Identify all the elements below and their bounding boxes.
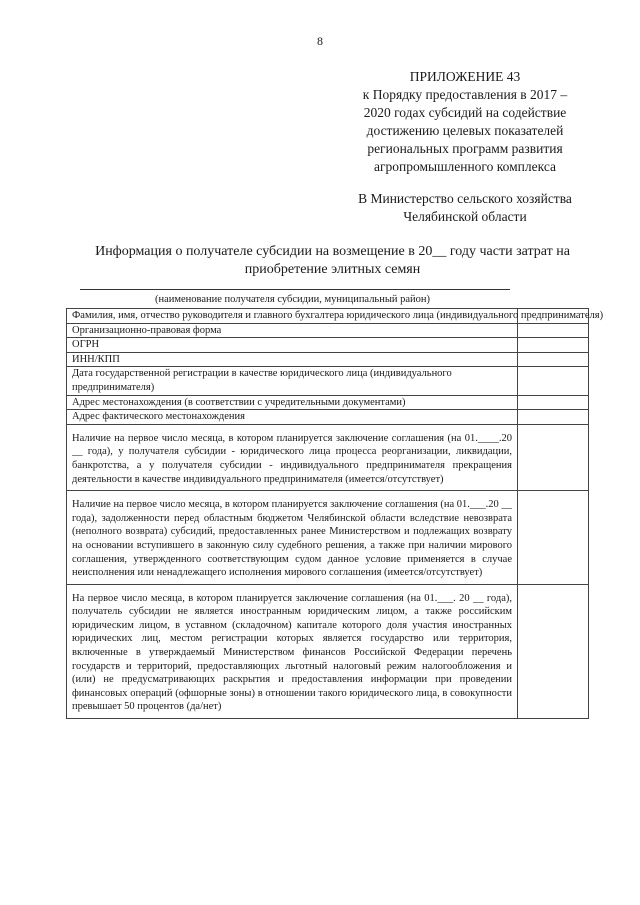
table-row: [67, 352, 589, 367]
recipient-name-line: [80, 289, 510, 290]
row-label: Фамилия, имя, отчество руководителя и главного бухгалтера юридического лица (индивидуального предпринимателя): [67, 309, 518, 324]
table-row: [67, 309, 589, 324]
appendix-block: [330, 68, 600, 176]
addressee-line-1: В Министерство сельского хозяйства: [358, 191, 572, 206]
appendix-heading: ПРИЛОЖЕНИЕ 43: [409, 69, 521, 84]
page-number: 8: [317, 34, 323, 48]
row-label: На первое число месяца, в котором планируется заключение соглашения (на 01.___. 20 __ года), получатель субсидии не является иностранным юридическим лицом, а также российским юридическим лицом, в уставном (складочном) капитале которого доля участия иностранных юридических лиц, местом регистрации которых является государство или территория, включенные в утверждаемый Министерством финансов Российской Федерации перечень государств и территорий, предоставляющих льготный налоговый режим налогообложения и (или) не предусматривающих раскрытия и предоставления информации при проведении финансовых операций (офшорные зоны) в отношении такого юридического лица, в совокупности превышает 50 процентов (да/нет): [67, 584, 518, 718]
row-label: ОГРН: [67, 338, 518, 353]
table-row: [67, 410, 589, 425]
appendix-line: агропромышленного комплекса: [374, 159, 556, 174]
table-row: [67, 323, 589, 338]
row-label: ИНН/КПП: [67, 352, 518, 367]
appendix-line: достижению целевых показателей: [366, 123, 564, 138]
table-row: [67, 584, 589, 718]
table-row: [67, 395, 589, 410]
row-value-cell: [518, 323, 589, 338]
row-label: Наличие на первое число месяца, в котором планируется заключение соглашения (на 01.____.20 __ года), у получателя субсидии - юридического лица процесса реорганизации, ликвидации, банкротства, а у получателя субсидии - индивидуального предпринимателя прекращения деятельности в качестве индивидуального предпринимателя (имеется/отсутствует): [67, 424, 518, 490]
document-title: Информация о получателе субсидии на возмещение в 20__ году части затрат на приобретение элитных семян: [95, 244, 570, 277]
row-label: Адрес фактического местонахождения: [67, 410, 518, 425]
table-row: [67, 491, 589, 585]
appendix-line: 2020 годах субсидий на содействие: [363, 105, 567, 120]
row-value-cell: [518, 367, 589, 395]
recipient-info-table: [66, 308, 604, 719]
appendix-line: региональных программ развития: [367, 141, 563, 156]
row-label: Дата государственной регистрации в качестве юридического лица (индивидуального предпринимателя): [67, 367, 518, 395]
row-value-cell: [518, 338, 589, 353]
recipient-caption: (наименование получателя субсидии, муниципальный район): [154, 294, 431, 305]
appendix-line: к Порядку предоставления в 2017 –: [362, 87, 568, 102]
row-label: Организационно-правовая форма: [67, 323, 518, 338]
addressee-block: [330, 190, 600, 226]
row-value-cell: [518, 352, 589, 367]
row-label: Наличие на первое число месяца, в котором планируется заключение соглашения (на 01.___.20 __ года), задолженности перед областным бюджетом Челябинской области вследствие невозврата (неполного возврата) субсидий, предоставленных ранее Министерством и подлежащих возврату на основании вступившего в законную силу судебного решения, а также при наличии мирового соглашения, утвержденного соответствующим судом данное условие применяется в случае неисполнения или ненадлежащего исполнения мирового соглашения (имеется/отсутствует): [67, 491, 518, 585]
row-value-cell: [518, 584, 589, 718]
row-value-cell: [518, 491, 589, 585]
table-row: [67, 338, 589, 353]
row-value-cell: [518, 410, 589, 425]
table-row: [67, 424, 589, 490]
table-row: [67, 367, 589, 395]
addressee-line-2: Челябинской области: [403, 209, 527, 224]
row-value-cell: [518, 395, 589, 410]
row-value-cell: [518, 424, 589, 490]
row-label: Адрес местонахождения (в соответствии с учредительными документами): [67, 395, 518, 410]
